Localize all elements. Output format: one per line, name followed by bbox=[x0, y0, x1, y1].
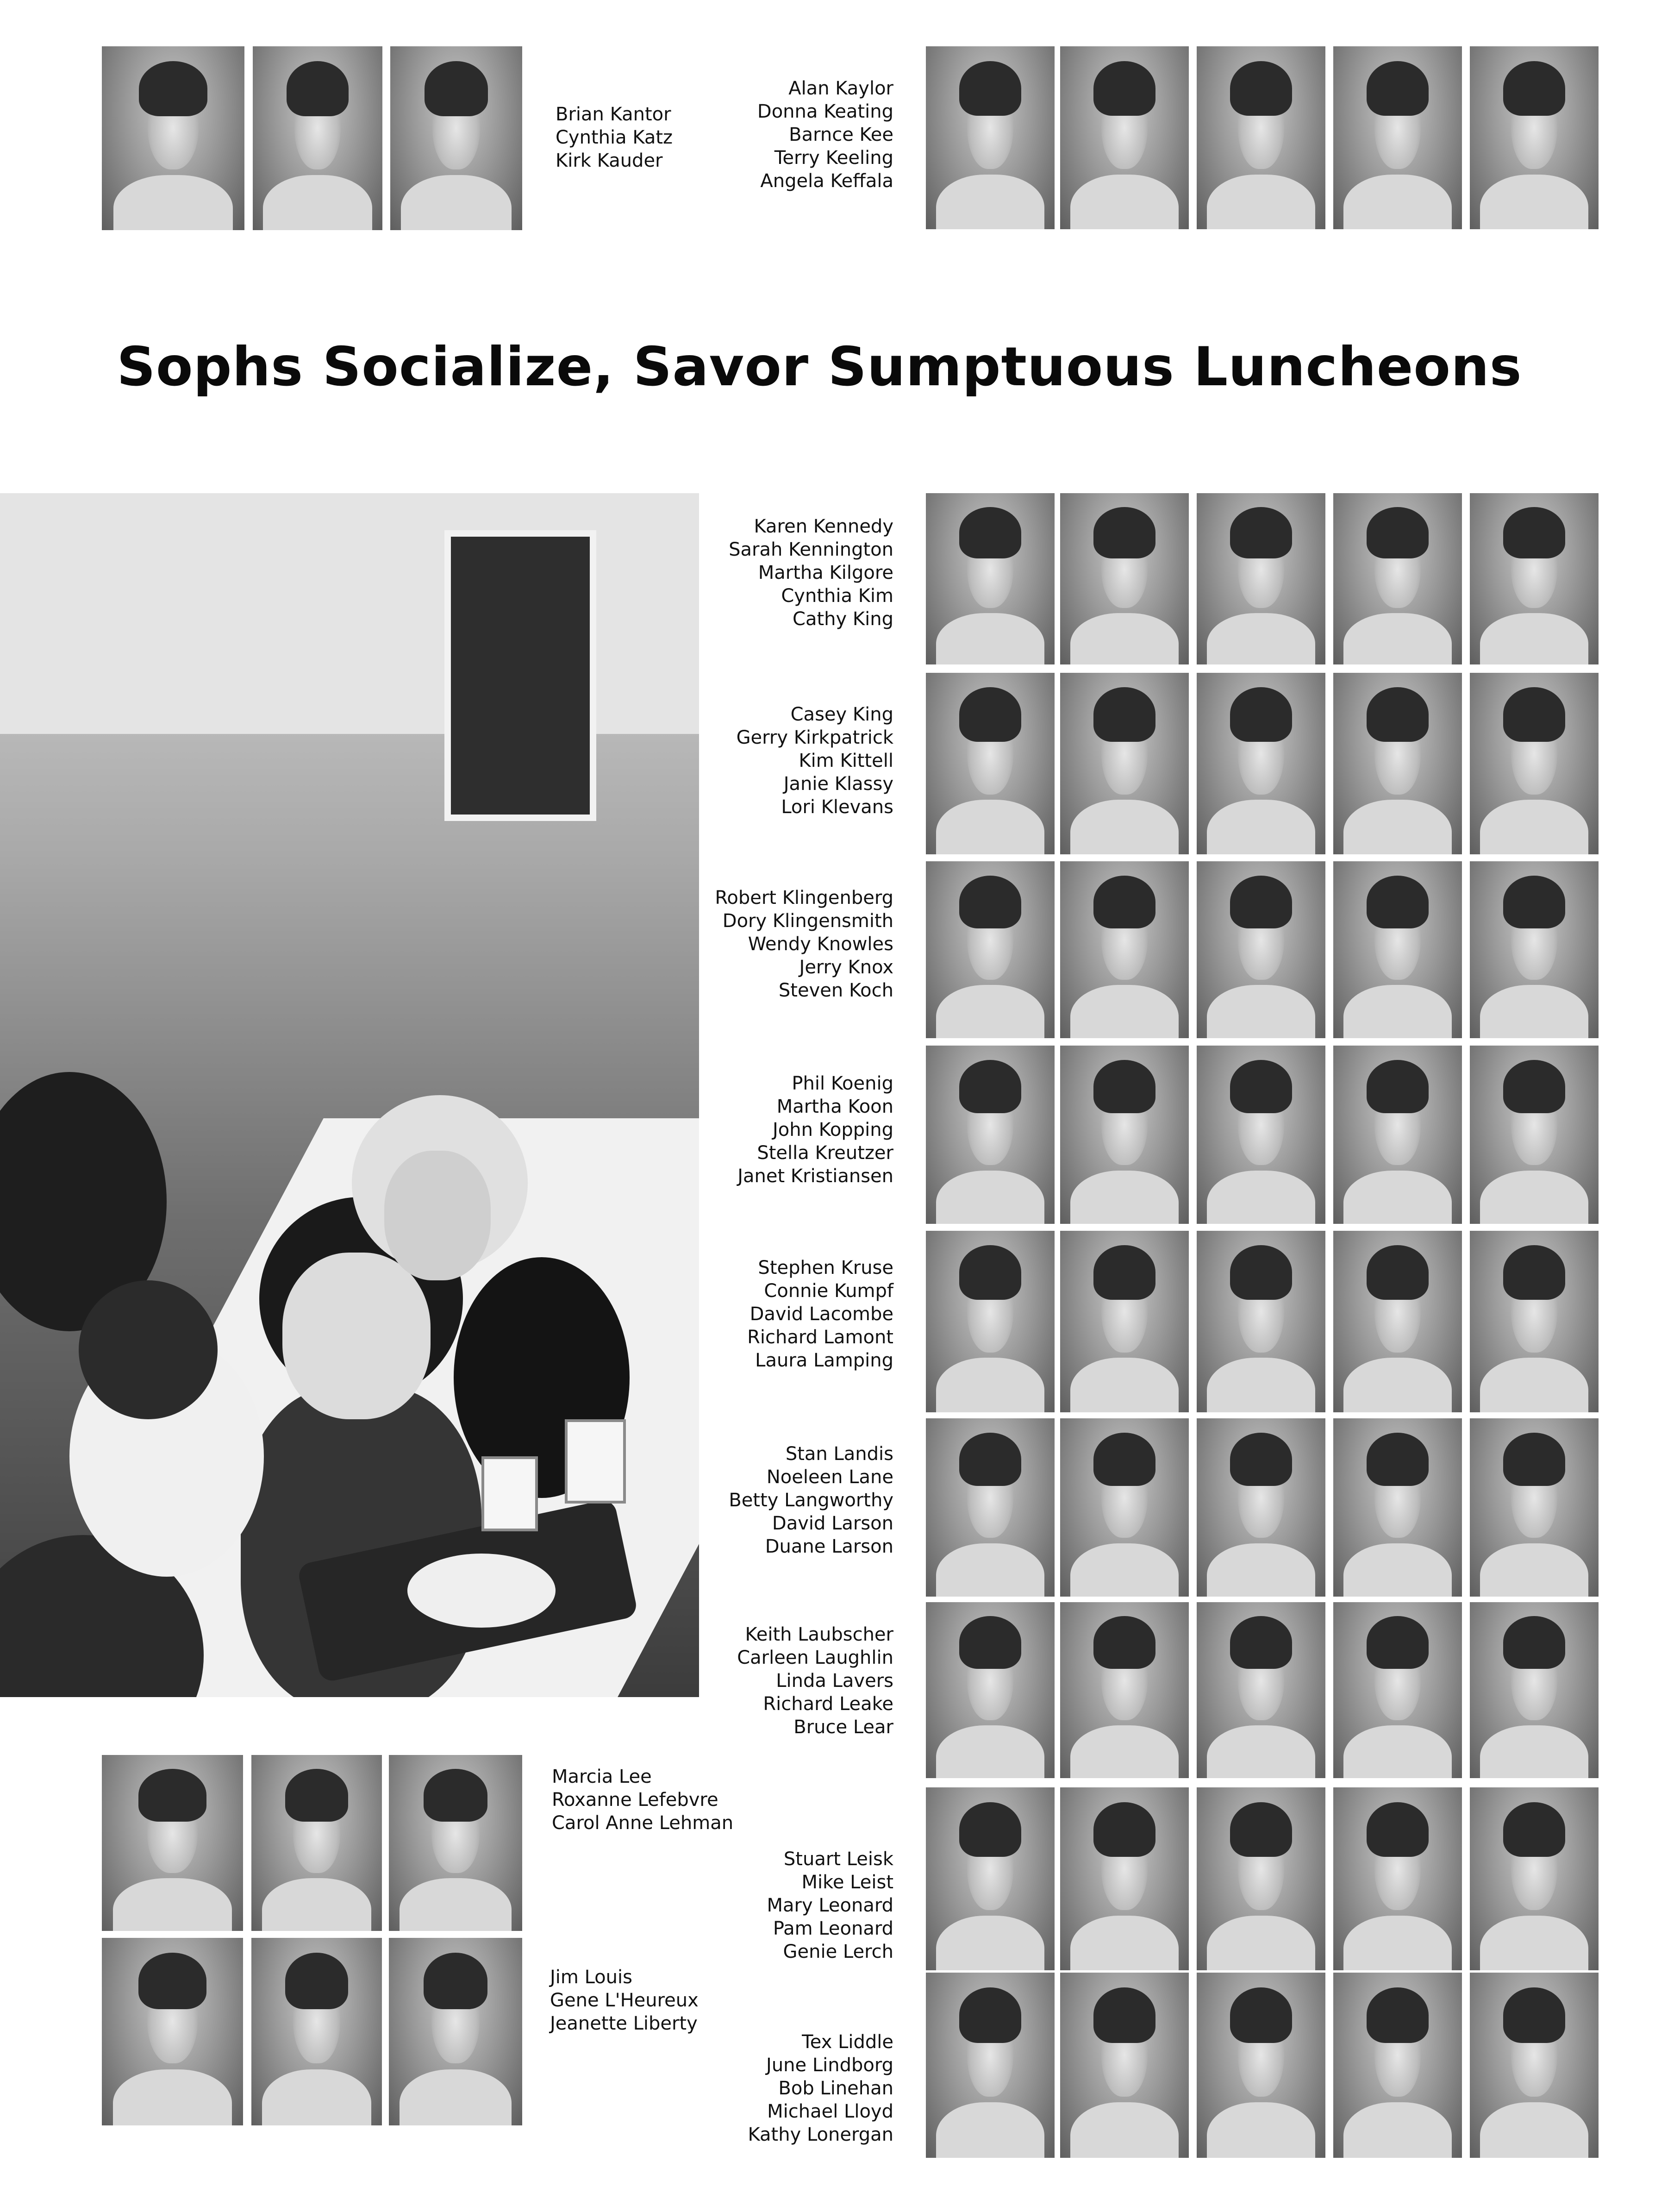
portrait-photo bbox=[1060, 493, 1189, 664]
student-name: Roxanne Lefebvre bbox=[552, 1789, 718, 1811]
student-name: Casey King bbox=[790, 704, 893, 725]
portrait-photo bbox=[1470, 1787, 1599, 1970]
portrait-photo bbox=[1060, 673, 1189, 854]
student-name: Wendy Knowles bbox=[748, 934, 893, 955]
student-name: Janie Klassy bbox=[783, 773, 893, 795]
name-list bbox=[671, 1256, 893, 1372]
student-name: Donna Keating bbox=[757, 101, 893, 122]
portrait-photo bbox=[926, 493, 1055, 664]
name-list bbox=[671, 886, 893, 1002]
portrait-photo bbox=[926, 1231, 1055, 1412]
portrait-photo bbox=[1060, 1046, 1189, 1224]
student-name: Mary Leonard bbox=[767, 1895, 893, 1916]
student-name: Laura Lamping bbox=[755, 1350, 893, 1371]
student-name: Richard Lamont bbox=[747, 1327, 893, 1348]
student-name: Janet Kristiansen bbox=[737, 1166, 893, 1187]
student-name: Terry Keeling bbox=[774, 147, 893, 169]
student-name: Noeleen Lane bbox=[766, 1466, 893, 1488]
student-name: David Lacombe bbox=[749, 1303, 893, 1325]
student-name: Dory Klingensmith bbox=[722, 910, 893, 932]
portrait-photo bbox=[389, 1938, 522, 2125]
student-name: Carleen Laughlin bbox=[737, 1647, 893, 1668]
portrait-photo bbox=[926, 1418, 1055, 1597]
portrait-photo bbox=[102, 1938, 243, 2125]
student-name: Tex Liddle bbox=[802, 2031, 893, 2053]
student-name: Betty Langworthy bbox=[729, 1490, 893, 1511]
portrait-photo bbox=[1060, 861, 1189, 1038]
portrait-photo bbox=[1060, 1973, 1189, 2158]
portrait-photo bbox=[253, 46, 382, 230]
student-name: Bruce Lear bbox=[793, 1717, 893, 1738]
portrait-photo bbox=[926, 673, 1055, 854]
portrait-photo bbox=[1333, 1973, 1462, 2158]
student-name: Karen Kennedy bbox=[754, 516, 893, 537]
student-name: Steven Koch bbox=[778, 980, 893, 1001]
student-name: Robert Klingenberg bbox=[715, 887, 893, 909]
student-name: Kim Kittell bbox=[799, 750, 893, 771]
student-name: Angela Keffala bbox=[760, 170, 893, 192]
name-list bbox=[671, 1072, 893, 1188]
student-name: Stuart Leisk bbox=[783, 1849, 893, 1870]
portrait-photo bbox=[1333, 1046, 1462, 1224]
student-name: Alan Kaylor bbox=[788, 78, 893, 99]
student-name: Connie Kumpf bbox=[764, 1280, 893, 1302]
portrait-photo bbox=[1333, 1231, 1462, 1412]
student-name: Jim Louis bbox=[550, 1967, 632, 1988]
portrait-photo bbox=[926, 1046, 1055, 1224]
student-name: Marcia Lee bbox=[552, 1766, 652, 1787]
portrait-photo bbox=[1470, 673, 1599, 854]
student-name: Genie Lerch bbox=[783, 1941, 893, 1962]
name-list bbox=[718, 77, 893, 193]
portrait-photo bbox=[926, 861, 1055, 1038]
portrait-photo bbox=[1197, 1602, 1325, 1778]
student-name: David Larson bbox=[772, 1513, 893, 1534]
portrait-photo bbox=[1197, 1787, 1325, 1970]
portrait-photo bbox=[1333, 1602, 1462, 1778]
student-name: Cathy King bbox=[793, 608, 893, 630]
student-name: Stephen Kruse bbox=[758, 1257, 893, 1278]
student-name: Gene L'Heureux bbox=[550, 1990, 699, 2011]
portrait-photo bbox=[1470, 1973, 1599, 2158]
portrait-photo bbox=[1470, 1418, 1599, 1597]
portrait-photo bbox=[926, 1787, 1055, 1970]
student-name: Michael Lloyd bbox=[767, 2101, 893, 2122]
student-name: Stella Kreutzer bbox=[757, 1142, 893, 1164]
student-name: Carol Anne Lehman bbox=[552, 1812, 734, 1834]
student-name: Barnce Kee bbox=[789, 124, 893, 145]
student-name: Lori Klevans bbox=[781, 796, 893, 818]
portrait-photo bbox=[1197, 1231, 1325, 1412]
student-name: Cynthia Katz bbox=[556, 127, 673, 148]
portrait-photo bbox=[1060, 46, 1189, 229]
name-list bbox=[671, 1442, 893, 1558]
portrait-photo bbox=[1333, 493, 1462, 664]
portrait-photo bbox=[1060, 1231, 1189, 1412]
portrait-photo bbox=[1333, 673, 1462, 854]
student-name: Martha Koon bbox=[776, 1096, 893, 1117]
portrait-photo bbox=[926, 1602, 1055, 1778]
portrait-photo bbox=[1060, 1418, 1189, 1597]
portrait-photo bbox=[1470, 493, 1599, 664]
portrait-photo bbox=[102, 1755, 243, 1931]
student-name: Richard Leake bbox=[763, 1693, 893, 1715]
portrait-photo bbox=[1197, 1046, 1325, 1224]
portrait-photo bbox=[1470, 46, 1599, 229]
portrait-photo bbox=[102, 46, 244, 230]
student-name: Linda Lavers bbox=[776, 1670, 893, 1692]
cafeteria-photo bbox=[0, 493, 699, 1697]
student-name: Kathy Lonergan bbox=[748, 2124, 893, 2145]
name-list bbox=[552, 1765, 733, 1835]
student-name: Keith Laubscher bbox=[745, 1624, 893, 1645]
portrait-photo bbox=[1333, 46, 1462, 229]
student-name: Martha Kilgore bbox=[758, 562, 893, 583]
name-list bbox=[550, 1966, 699, 2035]
portrait-photo bbox=[1060, 1602, 1189, 1778]
name-list bbox=[671, 515, 893, 631]
portrait-photo bbox=[1333, 861, 1462, 1038]
student-name: Phil Koenig bbox=[792, 1073, 893, 1094]
student-name: John Kopping bbox=[772, 1119, 893, 1140]
student-name: Pam Leonard bbox=[773, 1918, 893, 1939]
portrait-photo bbox=[1333, 1418, 1462, 1597]
name-list bbox=[671, 703, 893, 819]
page-title: Sophs Socialize, Savor Sumptuous Luncheons bbox=[97, 328, 1542, 407]
portrait-photo bbox=[1197, 46, 1325, 229]
portrait-photo bbox=[1197, 1973, 1325, 2158]
portrait-photo bbox=[1470, 1046, 1599, 1224]
student-name: Stan Landis bbox=[785, 1443, 893, 1465]
student-name: Mike Leist bbox=[801, 1872, 893, 1893]
student-name: Jerry Knox bbox=[799, 957, 893, 978]
portrait-photo bbox=[926, 46, 1055, 229]
student-name: Duane Larson bbox=[765, 1536, 893, 1557]
student-name: Sarah Kennington bbox=[729, 539, 893, 560]
name-list bbox=[556, 103, 673, 172]
portrait-photo bbox=[1333, 1787, 1462, 1970]
portrait-photo bbox=[1197, 861, 1325, 1038]
portrait-photo bbox=[251, 1938, 382, 2125]
portrait-photo bbox=[1197, 493, 1325, 664]
student-name: Kirk Kauder bbox=[556, 150, 663, 171]
student-name: Cynthia Kim bbox=[781, 585, 893, 607]
student-name: June Lindborg bbox=[766, 2055, 893, 2076]
portrait-photo bbox=[1470, 1231, 1599, 1412]
student-name: Bob Linehan bbox=[778, 2078, 893, 2099]
student-name: Jeanette Liberty bbox=[550, 2013, 698, 2034]
student-name: Brian Kantor bbox=[556, 104, 671, 125]
portrait-photo bbox=[1060, 1787, 1189, 1970]
portrait-photo bbox=[926, 1973, 1055, 2158]
portrait-photo bbox=[389, 1755, 522, 1931]
name-list bbox=[671, 1623, 893, 1739]
portrait-photo bbox=[1470, 1602, 1599, 1778]
portrait-photo bbox=[251, 1755, 382, 1931]
portrait-photo bbox=[390, 46, 522, 230]
portrait-photo bbox=[1470, 861, 1599, 1038]
portrait-photo bbox=[1197, 1418, 1325, 1597]
student-name: Gerry Kirkpatrick bbox=[736, 727, 893, 748]
portrait-photo bbox=[1197, 673, 1325, 854]
name-list bbox=[671, 2030, 893, 2146]
name-list bbox=[671, 1848, 893, 1963]
